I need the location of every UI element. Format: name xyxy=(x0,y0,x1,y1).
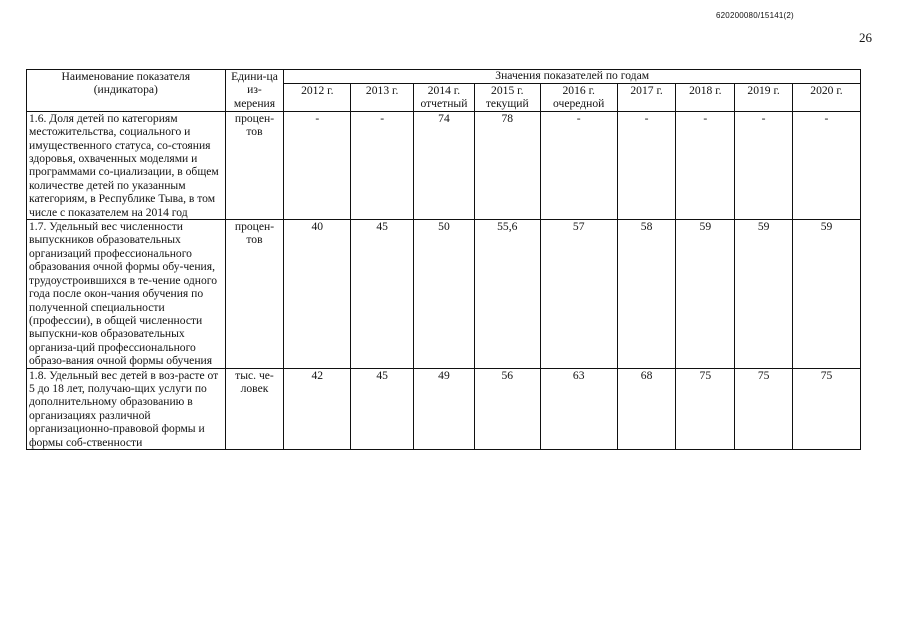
value-cell: 45 xyxy=(351,368,414,449)
value-cell: 50 xyxy=(414,220,475,368)
header-year-label: 2017 г. xyxy=(630,84,663,97)
unit-cell: процен-тов xyxy=(225,220,284,368)
value-cell: 42 xyxy=(284,368,351,449)
unit-cell: тыс. че-ловек xyxy=(225,368,284,449)
header-year-label: 2018 г. xyxy=(689,84,722,97)
header-year xyxy=(617,84,676,112)
header-year xyxy=(414,84,475,112)
value-cell: - xyxy=(284,111,351,219)
header-year xyxy=(735,84,793,112)
value-cell: - xyxy=(351,111,414,219)
value-cell: 78 xyxy=(474,111,540,219)
value-cell: 75 xyxy=(676,368,735,449)
header-year-label: 2020 г. xyxy=(810,84,843,97)
header-values-by-year: Значения показателей по годам xyxy=(284,70,861,84)
value-cell: 56 xyxy=(474,368,540,449)
value-cell: 75 xyxy=(735,368,793,449)
value-cell: 55,6 xyxy=(474,220,540,368)
header-year xyxy=(284,84,351,112)
header-year xyxy=(676,84,735,112)
header-indicator-name: Наименование показателя (индикатора) xyxy=(27,70,226,112)
value-cell: 74 xyxy=(414,111,475,219)
table-body xyxy=(27,111,861,449)
value-cell: 45 xyxy=(351,220,414,368)
value-cell: - xyxy=(617,111,676,219)
header-year xyxy=(792,84,860,112)
header-year xyxy=(351,84,414,112)
header-year-label: 2015 г. xyxy=(491,84,524,97)
header-year-note: отчетный xyxy=(420,97,468,111)
table-row xyxy=(27,368,861,449)
value-cell: 40 xyxy=(284,220,351,368)
header-year-label: 2014 г. xyxy=(427,84,461,97)
header-year-label: 2012 г. xyxy=(301,84,334,97)
page-number: 26 xyxy=(859,30,872,45)
document-id: 620200080/15141(2) xyxy=(716,11,794,20)
header-year-label: 2013 г. xyxy=(365,84,399,97)
header-year-label: 2016 г. xyxy=(562,84,595,97)
value-cell: - xyxy=(540,111,617,219)
value-cell: 49 xyxy=(414,368,475,449)
value-cell: 59 xyxy=(735,220,793,368)
header-year-note: текущий xyxy=(485,97,529,111)
indicator-name-cell: 1.7. Удельный вес численности выпускников образовательных организаций профессионального образования очной формы обу-чения, трудоустроившихся в те-чение одного года после окон-чания обучения по полученной специальности (профессии), в общей численности выпускни-ков образовательных организа-ций профессионального образо-вания очной формы обучения xyxy=(27,220,226,368)
unit-cell: процен-тов xyxy=(225,111,284,219)
header-year xyxy=(540,84,617,112)
table-row xyxy=(27,220,861,368)
value-cell: 59 xyxy=(792,220,860,368)
value-cell: 75 xyxy=(792,368,860,449)
value-cell: 58 xyxy=(617,220,676,368)
indicator-name-cell: 1.8. Удельный вес детей в воз-расте от 5 до 18 лет, получаю-щих услуги по дополнительному образованию в организациях различной организационно-правовой формы и формы соб-ственности xyxy=(27,368,226,449)
value-cell: - xyxy=(735,111,793,219)
header-year-label: 2019 г. xyxy=(747,84,780,97)
table-row xyxy=(27,111,861,219)
value-cell: - xyxy=(792,111,860,219)
header-year-note: очередной xyxy=(553,97,605,111)
value-cell: 63 xyxy=(540,368,617,449)
table-header-row xyxy=(27,70,861,84)
header-year xyxy=(474,84,540,112)
value-cell: 59 xyxy=(676,220,735,368)
value-cell: 68 xyxy=(617,368,676,449)
indicators-table xyxy=(26,69,861,450)
value-cell: 57 xyxy=(540,220,617,368)
value-cell: - xyxy=(676,111,735,219)
indicator-name-cell: 1.6. Доля детей по категориям местожительства, социального и имущественного статуса, со-стояния здоровья, охваченных моделями и программами со-циализации, в общем количестве детей по указанным категориям, в Республике Тыва, в том числе с показателем на 2014 год xyxy=(27,111,226,219)
header-unit: Едини-ца из-мерения xyxy=(225,70,284,112)
